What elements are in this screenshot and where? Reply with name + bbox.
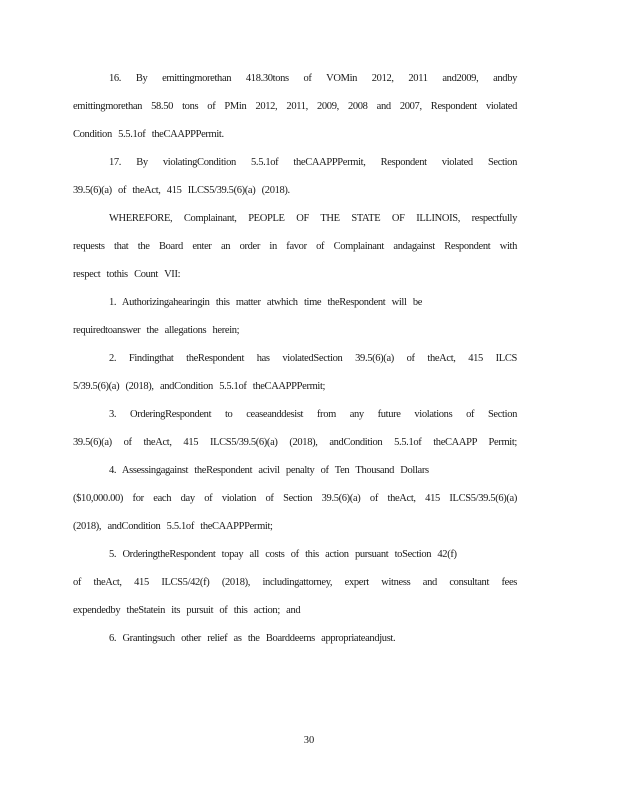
- item-4-line-3: (2018), andCondition 5.5.1of theCAAPPPermit;: [73, 521, 273, 532]
- paragraph-16-line-1: 16. By emittingmorethan 418.30tons of VOMin 2012, 2011 and2009, andby: [109, 73, 517, 84]
- wherefore-line-3: respect tothis Count VII:: [73, 269, 181, 280]
- item-6-line-1: 6. Grantingsuch other relief as the Boarddeems appropriateandjust.: [109, 633, 396, 644]
- paragraph-16-line-3: Condition 5.5.1of theCAAPPPermit.: [73, 129, 224, 140]
- item-5-line-1: 5. OrderingtheRespondent topay all costs of this action pursuant toSection 42(f): [109, 549, 457, 560]
- item-5-line-2: of theAct, 415 ILCS5/42(f) (2018), includingattorney, expert witness and consultant fees: [73, 577, 517, 588]
- wherefore-line-1: WHEREFORE, Complainant, PEOPLE OF THE STATE OF ILLINOIS, respectfully: [109, 213, 517, 224]
- item-3-line-1: 3. OrderingRespondent to ceaseanddesist from any future violations of Section: [109, 409, 517, 420]
- paragraph-17-line-2: 39.5(6)(a) of theAct, 415 ILCS5/39.5(6)(a) (2018).: [73, 185, 290, 196]
- paragraph-16-line-2: emittingmorethan 58.50 tons of PMin 2012, 2011, 2009, 2008 and 2007, Respondent violated: [73, 101, 517, 112]
- page-number: 30: [303, 735, 315, 746]
- item-3-line-2: 39.5(6)(a) of theAct, 415 ILCS5/39.5(6)(a) (2018), andCondition 5.5.1of theCAAPP Permit;: [73, 437, 517, 448]
- item-1-line-1: 1. Authorizingahearingin this matter atwhich time theRespondent will be: [109, 297, 423, 308]
- item-2-line-2: 5/39.5(6)(a) (2018), andCondition 5.5.1of theCAAPPPermit;: [73, 381, 326, 392]
- item-4-line-2: ($10,000.00) for each day of violation of Section 39.5(6)(a) of theAct, 415 ILCS5/39.5(6)(a): [73, 493, 517, 504]
- item-2-line-1: 2. Findingthat theRespondent has violatedSection 39.5(6)(a) of theAct, 415 ILCS: [109, 353, 517, 364]
- paragraph-17-line-1: 17. By violatingCondition 5.5.1of theCAAPPPermit, Respondent violated Section: [109, 157, 517, 168]
- wherefore-line-2: requests that the Board enter an order in favor of Complainant andagainst Respondent with: [73, 241, 517, 252]
- item-4-line-1: 4. Assessingagainst theRespondent acivil penalty of Ten Thousand Dollars: [109, 465, 429, 476]
- item-5-line-3: expendedby theStatein its pursuit of this action; and: [73, 605, 301, 616]
- item-1-line-2: requiredtoanswer the allegations herein;: [73, 325, 240, 336]
